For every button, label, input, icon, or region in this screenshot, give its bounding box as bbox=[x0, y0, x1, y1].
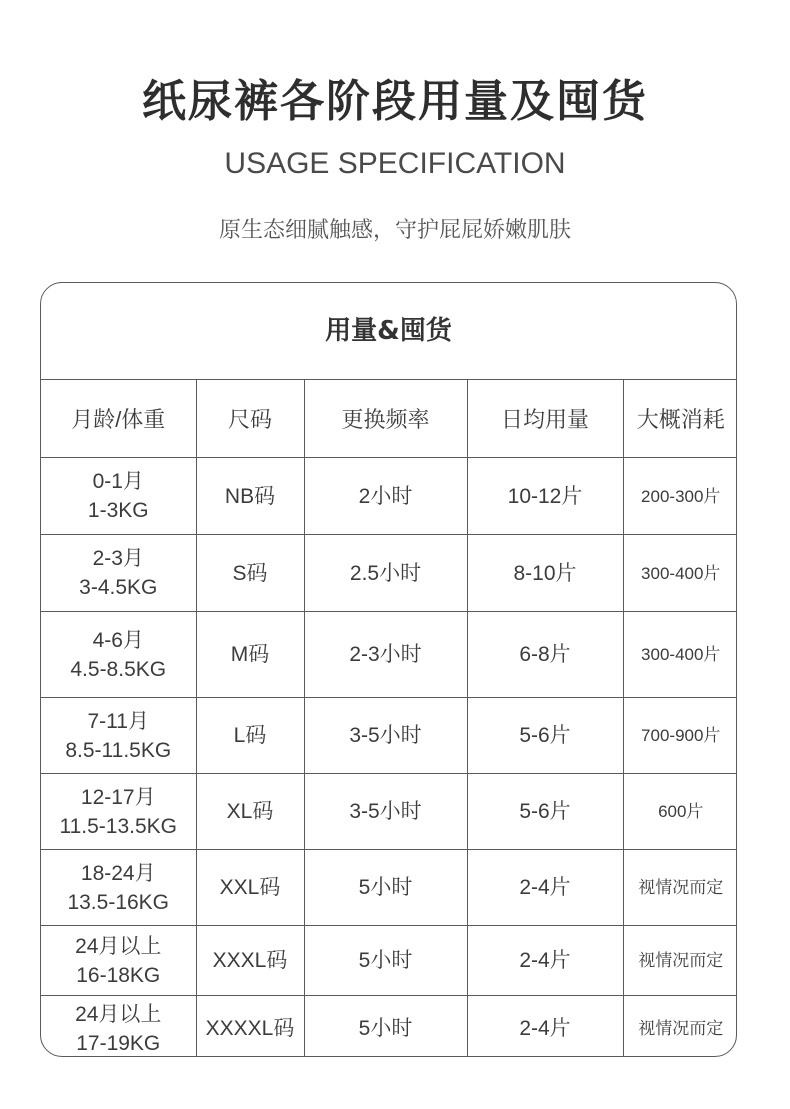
cell-age-weight bbox=[41, 535, 196, 612]
col-header-frequency: 更换频率 bbox=[304, 380, 467, 458]
cell-size: XXL码 bbox=[196, 850, 304, 926]
cell-total-consumption: 视情况而定 bbox=[638, 1019, 724, 1039]
col-header-age-weight: 月龄/体重 bbox=[41, 380, 196, 458]
cell-daily-usage: 5-6片 bbox=[467, 774, 623, 850]
cell-daily-usage: 2-4片 bbox=[467, 850, 623, 926]
cell-total-consumption: 600片 bbox=[623, 774, 737, 850]
cell-daily-usage: 8-10片 bbox=[467, 535, 623, 612]
cell-total-consumption: 视情况而定 bbox=[623, 850, 737, 926]
cell-daily-usage: 6-8片 bbox=[467, 612, 623, 698]
cell-daily-usage: 2-4片 bbox=[467, 996, 623, 1058]
cell-frequency: 2小时 bbox=[304, 458, 467, 535]
cell-size: M码 bbox=[196, 612, 304, 698]
table-body bbox=[41, 458, 737, 1058]
col-header-size: 尺码 bbox=[196, 380, 304, 458]
age-text: 0-1月 bbox=[92, 470, 144, 493]
table-row bbox=[41, 926, 737, 996]
weight-text: 8.5-11.5KG bbox=[65, 738, 172, 762]
cell-total-consumption: 200-300片 bbox=[623, 458, 737, 535]
cell-daily-usage: 5-6片 bbox=[467, 698, 623, 774]
table-title: 用量&囤货 bbox=[41, 283, 736, 380]
cell-size: L码 bbox=[196, 698, 304, 774]
cell-total-consumption: 300-400片 bbox=[623, 612, 737, 698]
cell-age-weight bbox=[41, 774, 196, 850]
age-text: 24月以上 bbox=[75, 1002, 162, 1026]
table-row bbox=[41, 612, 737, 698]
table-row bbox=[41, 535, 737, 612]
cell-size: XL码 bbox=[196, 774, 304, 850]
cell-size: S码 bbox=[196, 535, 304, 612]
cell-frequency: 5小时 bbox=[304, 926, 467, 996]
usage-table-card bbox=[40, 282, 737, 1057]
weight-text: 3-4.5KG bbox=[79, 576, 158, 599]
age-text: 2-3月 bbox=[92, 547, 144, 570]
table-row bbox=[41, 850, 737, 926]
age-text: 24月以上 bbox=[75, 934, 162, 958]
cell-age-weight bbox=[41, 850, 196, 926]
cell-daily-usage: 10-12片 bbox=[467, 458, 623, 535]
weight-text: 17-19KG bbox=[76, 1031, 161, 1055]
col-header-daily-usage: 日均用量 bbox=[467, 380, 623, 458]
cell-size: XXXL码 bbox=[196, 926, 304, 996]
age-text: 18-24月 bbox=[80, 861, 156, 885]
cell-size: NB码 bbox=[196, 458, 304, 535]
page-subtitle: USAGE SPECIFICATION bbox=[224, 147, 566, 180]
weight-text: 4.5-8.5KG bbox=[70, 657, 167, 681]
cell-total-consumption: 700-900片 bbox=[623, 698, 737, 774]
weight-text: 1-3KG bbox=[87, 499, 149, 522]
page-title: 纸尿裤各阶段用量及囤货 bbox=[142, 76, 648, 127]
age-text: 12-17月 bbox=[80, 785, 156, 809]
cell-total-consumption: 300-400片 bbox=[623, 535, 737, 612]
usage-table bbox=[41, 380, 737, 1057]
table-header-row bbox=[41, 380, 737, 458]
age-text: 7-11月 bbox=[87, 709, 149, 733]
cell-frequency: 2.5小时 bbox=[304, 535, 467, 612]
cell-frequency: 5小时 bbox=[304, 996, 467, 1058]
cell-age-weight bbox=[41, 612, 196, 698]
table-row bbox=[41, 996, 737, 1058]
col-header-total-consumption: 大概消耗 bbox=[623, 380, 737, 458]
age-text: 4-6月 bbox=[92, 628, 144, 652]
cell-frequency: 5小时 bbox=[304, 850, 467, 926]
cell-daily-usage: 2-4片 bbox=[467, 926, 623, 996]
table-row bbox=[41, 774, 737, 850]
weight-text: 13.5-16KG bbox=[67, 890, 170, 914]
cell-age-weight bbox=[41, 458, 196, 535]
table-row bbox=[41, 698, 737, 774]
cell-frequency: 3-5小时 bbox=[304, 774, 467, 850]
weight-text: 11.5-13.5KG bbox=[59, 814, 178, 838]
cell-frequency: 3-5小时 bbox=[304, 698, 467, 774]
cell-age-weight bbox=[41, 698, 196, 774]
weight-text: 16-18KG bbox=[76, 963, 161, 987]
cell-total-consumption: 视情况而定 bbox=[623, 926, 737, 996]
page-tagline: 原生态细腻触感，守护屁屁娇嫩肌肤 bbox=[218, 218, 571, 243]
table-row bbox=[41, 458, 737, 535]
cell-frequency: 2-3小时 bbox=[304, 612, 467, 698]
cell-age-weight bbox=[41, 926, 196, 996]
cell-age-weight bbox=[41, 996, 196, 1058]
cell-size: XXXXL码 bbox=[196, 996, 304, 1058]
